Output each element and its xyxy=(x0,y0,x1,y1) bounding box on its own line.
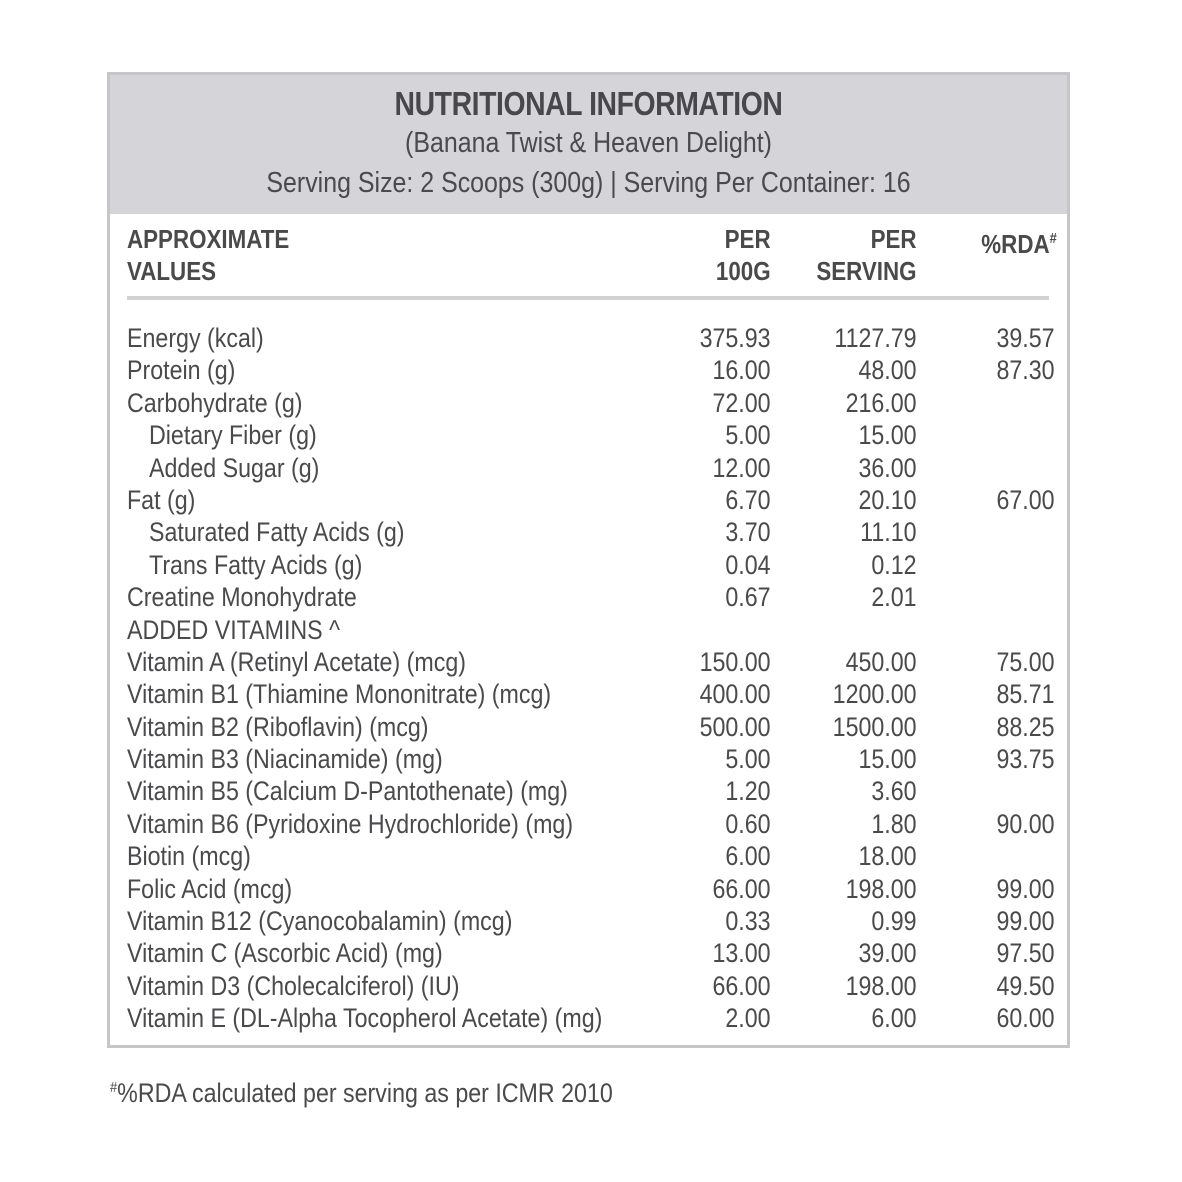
table-row xyxy=(110,646,1067,678)
value-rda: 67.00 xyxy=(996,484,1055,515)
nutrient-name: Protein (g) xyxy=(127,355,236,386)
table-row xyxy=(110,711,1067,743)
col-header-name-line2: VALUES xyxy=(127,256,217,286)
table-row xyxy=(110,419,1067,451)
value-per100g: 1.20 xyxy=(725,776,771,807)
serving-info: Serving Size: 2 Scoops (300g) | Serving Per Container: 16 xyxy=(266,167,911,199)
value-per100g: 66.00 xyxy=(712,873,771,904)
value-rda: 39.57 xyxy=(996,323,1055,353)
table-row xyxy=(110,970,1067,1002)
value-rda: 90.00 xyxy=(996,808,1055,839)
column-headers xyxy=(110,223,1067,303)
value-per100g: 2.00 xyxy=(725,1003,771,1034)
nutrient-name: Fat (g) xyxy=(127,484,196,515)
col-header-name-line1: APPROXIMATE xyxy=(127,224,290,254)
value-per100g: 12.00 xyxy=(712,452,771,483)
nutrient-name: Carbohydrate (g) xyxy=(127,387,303,418)
col-header-rda xyxy=(981,223,1057,260)
value-rda: 97.50 xyxy=(996,938,1055,969)
col-header-rda-label: %RDA xyxy=(981,229,1050,259)
col-header-per100g-line1: PER xyxy=(725,224,771,254)
value-perserving: 198.00 xyxy=(845,970,917,1001)
value-per100g: 6.00 xyxy=(725,841,771,872)
value-per100g: 0.04 xyxy=(725,549,771,580)
table-row xyxy=(110,840,1067,872)
nutrient-name: Vitamin A (Retinyl Acetate) (mcg) xyxy=(127,646,466,677)
value-rda: 93.75 xyxy=(996,744,1055,775)
nutrient-name: ADDED VITAMINS ^ xyxy=(127,614,341,645)
value-rda: 99.00 xyxy=(996,873,1055,904)
footnote-mark: # xyxy=(110,1079,118,1096)
value-rda: 49.50 xyxy=(996,970,1055,1001)
nutrient-name: Vitamin B2 (Riboflavin) (mcg) xyxy=(127,711,429,742)
value-perserving: 450.00 xyxy=(845,646,917,677)
value-perserving: 0.12 xyxy=(871,549,917,580)
nutrient-name: Folic Acid (mcg) xyxy=(127,873,293,904)
value-per100g: 500.00 xyxy=(699,711,771,742)
nutrient-name: Vitamin B12 (Cyanocobalamin) (mcg) xyxy=(127,906,513,937)
col-header-perserving-line2: SERVING xyxy=(816,256,917,286)
nutrient-name: Trans Fatty Acids (g) xyxy=(149,549,363,580)
table-row xyxy=(110,775,1067,807)
nutrient-name: Vitamin B5 (Calcium D-Pantothenate) (mg) xyxy=(127,776,568,807)
value-perserving: 15.00 xyxy=(858,420,917,451)
value-perserving: 18.00 xyxy=(858,841,917,872)
nutrition-panel xyxy=(107,72,1070,1048)
value-perserving: 3.60 xyxy=(871,776,917,807)
nutrient-name: Added Sugar (g) xyxy=(149,452,320,483)
table-row xyxy=(110,581,1067,613)
rda-footnote-mark: # xyxy=(1049,230,1057,247)
value-rda: 75.00 xyxy=(996,646,1055,677)
nutrient-name: Biotin (mcg) xyxy=(127,841,251,872)
value-per100g: 13.00 xyxy=(712,938,771,969)
table-row xyxy=(110,873,1067,905)
value-perserving: 36.00 xyxy=(858,452,917,483)
table-row xyxy=(110,549,1067,581)
value-perserving: 1127.79 xyxy=(834,323,917,353)
header-divider xyxy=(127,296,1049,300)
nutrient-name: Vitamin B1 (Thiamine Mononitrate) (mcg) xyxy=(127,679,552,710)
value-per100g: 0.67 xyxy=(725,582,771,613)
value-rda: 88.25 xyxy=(996,711,1055,742)
value-perserving: 11.10 xyxy=(860,517,917,548)
value-perserving: 198.00 xyxy=(845,873,917,904)
value-perserving: 39.00 xyxy=(858,938,917,969)
value-rda: 87.30 xyxy=(996,355,1055,386)
nutrient-name: Saturated Fatty Acids (g) xyxy=(149,517,405,548)
table-row xyxy=(110,743,1067,775)
nutrient-name: Dietary Fiber (g) xyxy=(149,420,317,451)
nutrient-rows xyxy=(110,322,1067,1035)
footnote xyxy=(110,1078,613,1109)
value-perserving: 1.80 xyxy=(871,808,917,839)
value-per100g: 3.70 xyxy=(725,517,771,548)
table-row xyxy=(110,516,1067,548)
nutrient-name: Vitamin B6 (Pyridoxine Hydrochloride) (mg) xyxy=(127,808,574,839)
value-per100g: 400.00 xyxy=(699,679,771,710)
col-header-per100g xyxy=(716,223,771,287)
panel-title: NUTRITIONAL INFORMATION xyxy=(394,85,783,122)
table-row xyxy=(110,484,1067,516)
value-rda: 85.71 xyxy=(996,679,1055,710)
value-per100g: 150.00 xyxy=(699,646,771,677)
footnote-text: %RDA calculated per serving as per ICMR 2010 xyxy=(117,1078,613,1108)
table-row xyxy=(110,322,1067,354)
nutrient-name: Energy (kcal) xyxy=(127,323,264,353)
table-row xyxy=(110,614,1067,646)
nutrient-name: Vitamin D3 (Cholecalciferol) (IU) xyxy=(127,970,460,1001)
table-row xyxy=(110,387,1067,419)
value-per100g: 16.00 xyxy=(712,355,771,386)
value-per100g: 0.60 xyxy=(725,808,771,839)
value-per100g: 72.00 xyxy=(712,387,771,418)
table-row xyxy=(110,1002,1067,1034)
value-perserving: 1200.00 xyxy=(833,679,917,710)
table-row xyxy=(110,354,1067,386)
value-perserving: 2.01 xyxy=(871,582,917,613)
value-per100g: 375.93 xyxy=(699,323,771,353)
value-rda: 60.00 xyxy=(996,1003,1055,1034)
value-per100g: 66.00 xyxy=(712,970,771,1001)
panel-header xyxy=(110,75,1067,214)
table-row xyxy=(110,937,1067,969)
table-row xyxy=(110,452,1067,484)
col-header-name xyxy=(127,223,289,287)
value-perserving: 0.99 xyxy=(871,906,917,937)
nutrient-name: Vitamin B3 (Niacinamide) (mg) xyxy=(127,744,443,775)
value-per100g: 5.00 xyxy=(725,420,771,451)
value-perserving: 216.00 xyxy=(845,387,917,418)
nutrient-name: Vitamin E (DL-Alpha Tocopherol Acetate) (mg) xyxy=(127,1003,603,1034)
value-per100g: 5.00 xyxy=(725,744,771,775)
value-perserving: 6.00 xyxy=(871,1003,917,1034)
table-row xyxy=(110,808,1067,840)
value-perserving: 15.00 xyxy=(858,744,917,775)
col-header-per100g-line2: 100G xyxy=(716,256,771,286)
value-rda: 99.00 xyxy=(996,906,1055,937)
col-header-perserving xyxy=(817,223,917,287)
value-perserving: 20.10 xyxy=(858,484,917,515)
col-header-perserving-line1: PER xyxy=(871,224,917,254)
value-per100g: 0.33 xyxy=(725,906,771,937)
flavor-subtitle: (Banana Twist & Heaven Delight) xyxy=(405,127,772,159)
nutrient-name: Vitamin C (Ascorbic Acid) (mg) xyxy=(127,938,443,969)
table-row xyxy=(110,905,1067,937)
table-row xyxy=(110,678,1067,710)
value-per100g: 6.70 xyxy=(725,484,771,515)
value-perserving: 1500.00 xyxy=(833,711,917,742)
nutrient-name: Creatine Monohydrate xyxy=(127,582,357,613)
value-perserving: 48.00 xyxy=(858,355,917,386)
